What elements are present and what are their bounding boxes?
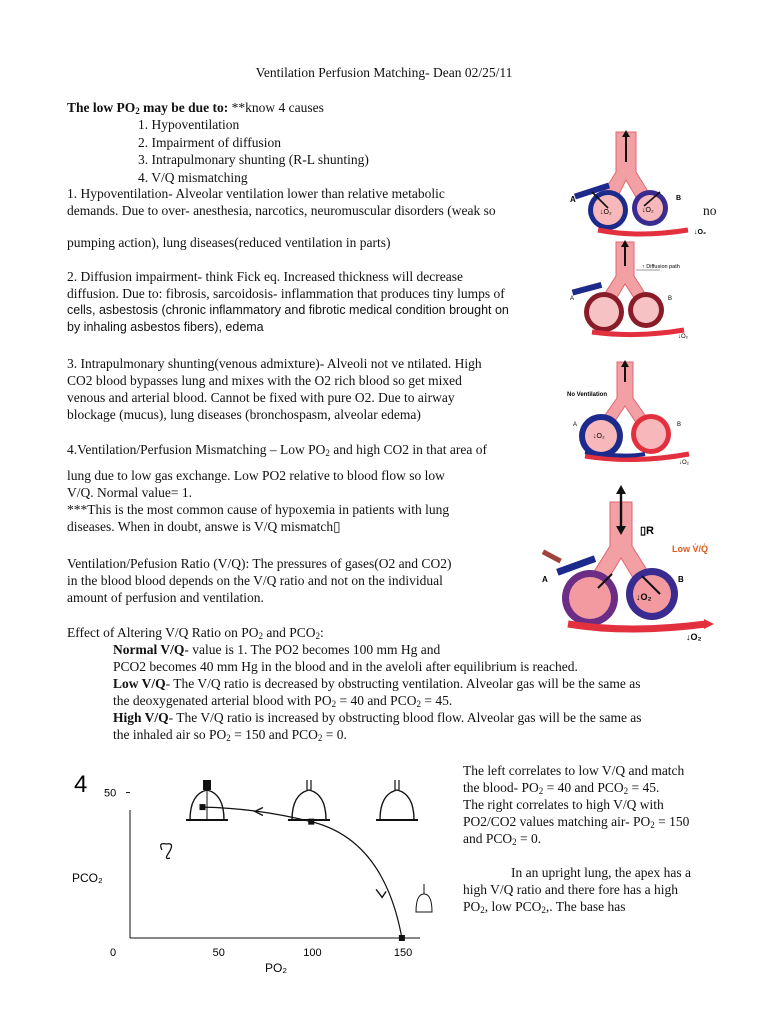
bottom-o2: ↓O₂: [686, 632, 702, 642]
section-4-line-1: [67, 441, 487, 462]
ratio-line-2: in the blood blood depends on the V/Q ratio and not on the individual: [67, 573, 443, 588]
data-point: [399, 935, 405, 941]
origin-label: 0: [110, 947, 117, 959]
label-a: A: [570, 195, 576, 204]
low-vq-line-1: [113, 675, 641, 692]
section-4-line-2: lung due to low gas exchange. Low PO2 relative to blood flow so low: [67, 468, 445, 483]
high-vq-label: High V/Q: [113, 710, 169, 725]
effect-head-c: :: [320, 625, 324, 640]
rt2-sub2: 2: [623, 786, 629, 796]
section-4-line-4: ***This is the most common cause of hypoxemia in patients with lung: [67, 502, 450, 517]
bell-jar-icon: [376, 780, 418, 820]
y-axis-label: PCO₂: [72, 871, 103, 885]
rt4-b: = 150: [654, 814, 690, 829]
high-vq-line-2: [113, 726, 347, 747]
bottom-o2: ↓O₂: [694, 229, 707, 236]
low-vq-sub-1: 2: [331, 699, 337, 709]
section-3-line-2: CO2 blood bypasses lung and mixes with the O2 rich blood so get mixed: [67, 373, 462, 388]
o2-label: ↓O₂: [600, 209, 612, 216]
hypoventilation-diagram: [568, 128, 720, 240]
rt5-a: and PCO: [463, 831, 513, 846]
s4-text-a: 4.Ventilation/Perfusion Mismatching – Low PO: [67, 442, 326, 457]
right-text-3: The right correlates to high V/Q with: [463, 797, 664, 812]
rt8-sub1: 2: [480, 905, 485, 915]
right-text-6: In an upright lung, the apex has a: [511, 865, 691, 880]
right-text-7: high V/Q ratio and there fore has a high: [463, 882, 678, 897]
rt2-b: = 40 and PCO: [543, 780, 624, 795]
high-vq-sub-2: 2: [317, 733, 323, 743]
ratio-line-3: amount of perfusion and ventilation.: [67, 590, 264, 605]
x-tick-label: 150: [393, 947, 413, 959]
section-1-line-1: 1. Hypoventilation- Alveolar ventilation lower than relative metabolic: [67, 186, 445, 201]
rt2-a: the blood- PO: [463, 780, 539, 795]
panel-label: 4: [74, 771, 88, 798]
section-3-line-3: venous and arterial blood. Cannot be fixed with pure O2. Due to airway: [67, 390, 455, 405]
label-b: B: [677, 422, 682, 428]
y-tick-label: 50: [104, 787, 117, 800]
rt2-sub1: 2: [538, 786, 544, 796]
alveolus-a: [569, 577, 611, 619]
inflow-arrow: [542, 550, 562, 564]
label-b: B: [668, 296, 673, 302]
rt5-sub: 2: [512, 837, 517, 847]
heading-text-2: may be due to:: [139, 100, 229, 115]
effect-sub-1: 2: [258, 631, 263, 641]
high-vq-b-a: the inhaled air so PO: [113, 727, 227, 742]
alveolus-b: [633, 297, 659, 323]
direction-arrow-icon: [376, 889, 386, 897]
label-b: B: [678, 575, 684, 584]
data-point: [200, 804, 206, 810]
bottom-o2: ↓O₂: [678, 334, 688, 340]
low-vq-b-b: = 40 and PCO: [336, 693, 417, 708]
high-vq-text: - The V/Q ratio is increased by obstructing blood flow. Alveolar gas will be the same as: [168, 710, 642, 725]
heading-sub: 2: [135, 106, 140, 116]
heading-note: **know 4 causes: [228, 100, 324, 115]
alveolus-a: [589, 297, 619, 327]
page-title: Ventilation Perfusion Matching- Dean 02/25/11: [255, 65, 513, 80]
high-vq-b-c: = 0.: [322, 727, 347, 742]
section-4-line-3: V/Q. Normal value= 1.: [67, 485, 192, 500]
effect-sub-2: 2: [315, 631, 320, 641]
high-vq-b-b: = 150 and PCO: [230, 727, 318, 742]
low-vq-b-a: the deoxygenated arterial blood with PO: [113, 693, 332, 708]
alveolus-b: [636, 419, 666, 449]
rt4-a: PO2/CO2 values matching air- PO: [463, 814, 651, 829]
normal-vq-line-2: PCO2 becomes 40 mm Hg in the blood and in the aveloli after equilibrium is reached.: [113, 659, 578, 674]
right-text-8: [463, 898, 626, 919]
rt2-c: = 45.: [628, 780, 660, 795]
arterial-outflow: [568, 624, 706, 629]
rt4-sub: 2: [650, 820, 655, 830]
section-2-line-2: diffusion. Due to: fibrosis, sarcoidosis- inflammation that produces tiny lumps of: [67, 286, 505, 301]
section-2-line-1: 2. Diffusion impairment- think Fick eq. Increased thickness will decrease: [67, 269, 464, 284]
high-vq-line-1: [113, 709, 642, 726]
section-3-line-4: blockage (mucus), lung diseases (bronchospasm, alveolar edema): [67, 407, 421, 422]
list-item: 3. Intrapulmonary shunting (R-L shunting): [138, 152, 369, 167]
label-a: A: [573, 422, 578, 428]
low-vq-label: Low V/Q: [113, 676, 166, 691]
shunt-diagram: [565, 358, 701, 470]
section-2-line-3: cells, asbestosis (chronic inflammatory and fibrotic medical condition brought on: [67, 303, 509, 317]
diffusion-path-caption: ↑ Diffusion path: [642, 264, 680, 270]
data-point: [308, 819, 314, 825]
mixed-venous-symbol-icon: [161, 844, 172, 859]
o2-co2-diagram-chart: [60, 758, 450, 1024]
o2-label: ↓O₂: [636, 592, 652, 602]
outflow-arrow-head: [704, 619, 714, 629]
bottom-o2: ↓O₂: [679, 460, 689, 466]
o2-label: ↓O₂: [593, 433, 605, 440]
bell-jar-icon: [288, 780, 330, 820]
resistance-label: ▯R: [640, 525, 654, 537]
low-vq-b-c: = 45.: [420, 693, 453, 708]
normal-vq-line-1: [113, 641, 440, 658]
arterial-outflow: [598, 230, 688, 234]
list-item: 2. Impairment of diffusion: [138, 134, 281, 150]
low-vq-text: - The V/Q ratio is decreased by obstructing ventilation. Alveolar gas will be the same as: [165, 676, 641, 691]
o2-label-b: ↓O₂: [642, 207, 654, 214]
rt5-b: = 0.: [516, 831, 542, 846]
no-ventilation-caption: No Ventilation: [567, 392, 608, 398]
series-line: [203, 807, 402, 938]
heading-text: The low PO: [67, 100, 136, 115]
section-1-line-3: pumping action), lung diseases(reduced ventilation in parts): [67, 235, 391, 250]
effect-head-a: Effect of Altering V/Q Ratio on PO: [67, 625, 259, 640]
low-vq-sub-2: 2: [416, 699, 421, 709]
section-4-line-5: diseases. When in doubt, answe is V/Q mismatch▯: [67, 519, 341, 534]
list-item: 4. V/Q mismatching: [138, 169, 248, 185]
lung-icon: [416, 884, 432, 912]
ratio-line-1: Ventilation/Pefusion Ratio (V/Q): The pressures of gases(O2 and CO2): [67, 556, 452, 571]
section-3-line-1: 3. Intrapulmonary shunting(venous admixture)- Alveoli not ve ntilated. High: [67, 356, 482, 371]
s4-sub: 2: [325, 448, 330, 458]
right-text-5: [463, 830, 541, 851]
list-item: 1. Hypoventilation: [138, 117, 240, 132]
x-axis-label: PO₂: [265, 961, 287, 975]
vq-curve: [200, 804, 405, 941]
x-tick-label: 50: [212, 947, 225, 959]
causes-list: [138, 116, 369, 186]
arrow-head: [616, 485, 626, 494]
vq-mismatch-diagram: [538, 484, 718, 644]
section-1-line-2: demands. Due to over- anesthesia, narcotics, neuromuscular disorders (weak so: [67, 203, 496, 218]
low-vq-label: Low V̇/Q̇: [672, 544, 708, 554]
section-2-line-4: by inhaling asbestos fibers), edema: [67, 320, 264, 334]
label-a: A: [542, 575, 548, 584]
diffusion-diagram: [566, 238, 704, 342]
rt8-sub2: 2: [541, 905, 546, 915]
label-a: A: [570, 296, 575, 302]
label-b: B: [676, 195, 682, 202]
right-text-1: The left correlates to low V/Q and match: [463, 763, 685, 778]
high-vq-sub-1: 2: [226, 733, 231, 743]
effect-head-b: and PCO: [262, 625, 316, 640]
rt8-a: PO: [463, 899, 481, 914]
rt8-c: ,. The base has: [545, 899, 626, 914]
s4-text-b: and high CO2 in that area of: [329, 442, 487, 457]
normal-vq-label: Normal V/Q: [113, 642, 185, 657]
section-1-line-2-end: no: [703, 203, 717, 218]
rt8-b: , low PCO: [484, 899, 542, 914]
bell-jar-icon: [186, 780, 228, 820]
normal-vq-text: - value is 1. The PO2 becomes 100 mm Hg and: [184, 642, 441, 657]
x-tick-label: 100: [303, 947, 322, 959]
